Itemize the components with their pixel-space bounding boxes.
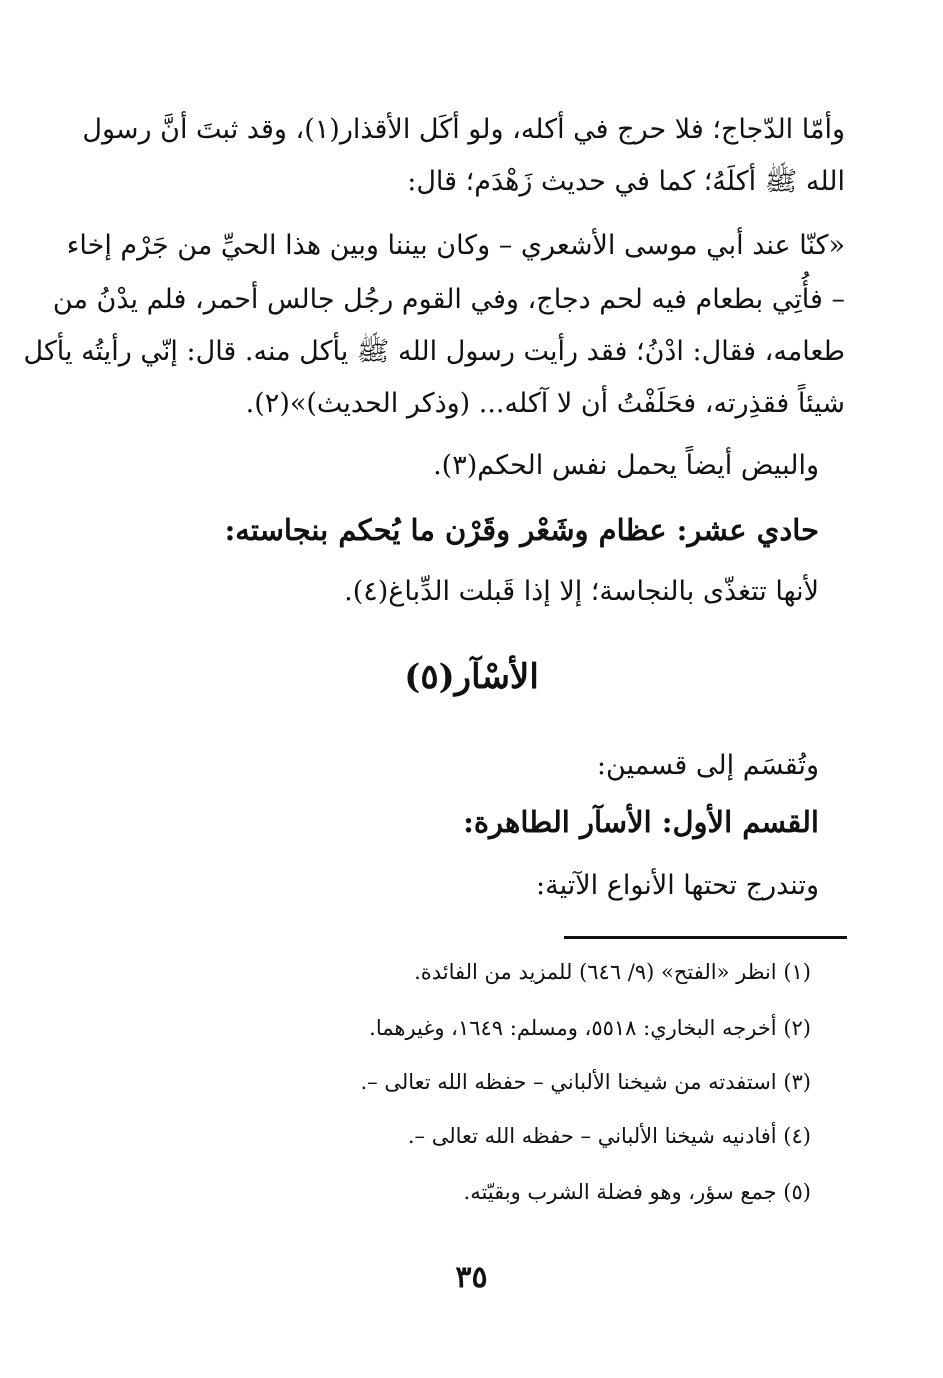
page-number: ٣٥ — [455, 1260, 488, 1295]
quote-line: طعامه، فقال: ادْنُ؛ فقد رأيت رسول الله ﷺ يأكل منه. قال: إنّي رأيتُه يأكل — [23, 336, 845, 367]
quote-line: شيئاً فقذِرته، فحَلَفْتُ أن لا آكله... (وذكر الحديث)»(٢). — [245, 388, 845, 419]
quote-line: – فأُتِي بطعام فيه لحم دجاج، وفي القوم رجُل جالس أحمر، فلم يدْنُ من — [52, 284, 845, 315]
heading-eleven: حادي عشر: عظام وشَعْر وقَرْن ما يُحكم بنجاسته: — [224, 513, 819, 547]
eleven-text: لأنها تتغذّى بالنجاسة؛ إلا إذا قَبلت الدِّباغ(٤). — [344, 576, 819, 607]
quote-line: «كنّا عند أبي موسى الأشعري – وكان بيننا وبين هذا الحيِّ من جَرْم إخاء — [66, 230, 845, 261]
footnote-3: (٣) استفدته من شيخنا الألباني – حفظه الله تعالى –. — [360, 1070, 811, 1094]
eggs-line: والبيض أيضاً يحمل نفس الحكم(٣). — [433, 450, 819, 481]
part-one-text: وتندرج تحتها الأنواع الآتية: — [536, 870, 819, 901]
footnote-1: (١) انظر «الفتح» (٩/ ٦٤٦) للمزيد من الفائدة. — [414, 960, 811, 984]
footnote-4: (٤) أفادنيه شيخنا الألباني – حفظه الله تعالى –. — [407, 1124, 811, 1148]
footnote-2: (٢) أخرجه البخاري: ٥٥١٨، ومسلم: ١٦٤٩، وغيرهما. — [369, 1016, 811, 1040]
paragraph-line: وأمّا الدّجاج؛ فلا حرج في أكله، ولو أكَل الأقذار(١)، وقد ثبتَ أنَّ رسول — [82, 114, 845, 145]
footnote-separator — [564, 936, 847, 939]
section-title: الأسْآر(٥) — [404, 657, 539, 697]
footnote-5: (٥) جمع سؤر، وهو فضلة الشرب وبقيّته. — [463, 1180, 811, 1204]
division-line: وتُقسَم إلى قسمين: — [596, 750, 819, 781]
paragraph-line: الله ﷺ أكلَهُ؛ كما في حديث زَهْدَم؛ قال: — [407, 166, 845, 197]
part-one-heading: القسم الأول: الأسآر الطاهرة: — [463, 805, 819, 839]
